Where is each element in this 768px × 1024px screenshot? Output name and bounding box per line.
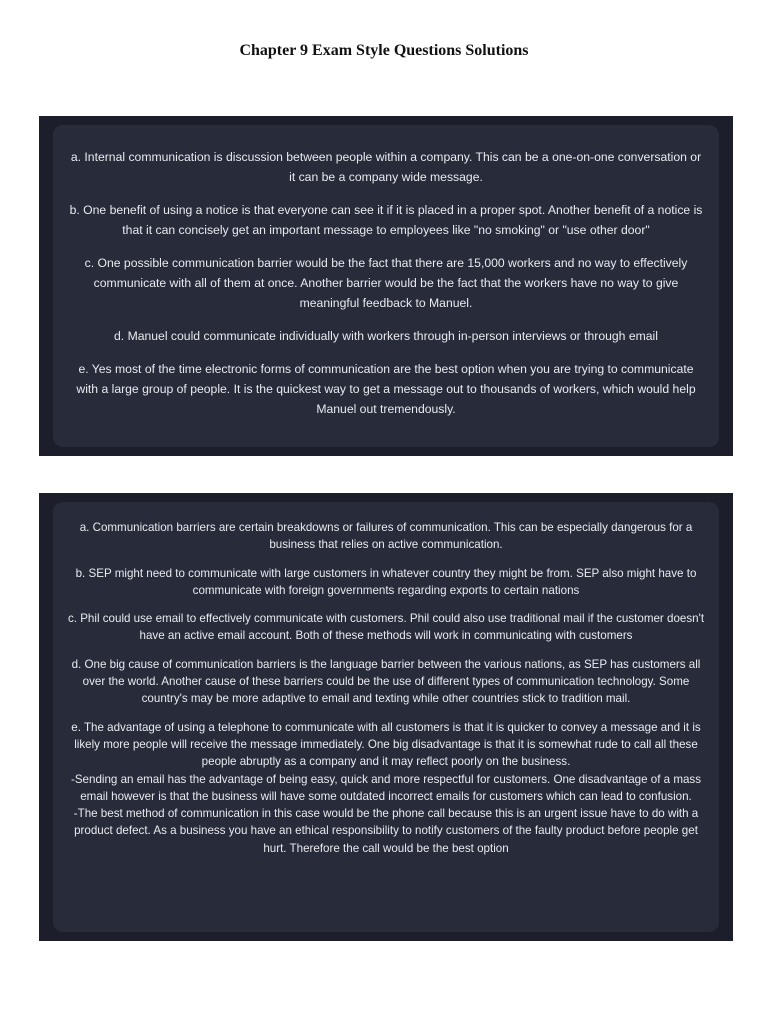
answer-1c: c. One possible communication barrier would be the fact that there are 15,000 workers and no way to effectively communicate with all of them at once. Another barrier would be the fact that the workers have no way to give meaningful feedback to Manuel. [84,256,688,310]
answer-1a: a. Internal communication is discussion between people within a company. This can be a one-on-one conversation or it can be a company wide message. [70,150,702,184]
answer-panel-1 [39,116,733,456]
answer-2c: c. Phil could use email to effectively communicate with customers. Phil could also use traditional mail if the customer doesn't have an active email account. Both of these methods will work in communicating with customers [67,612,705,643]
answer-2b: b. SEP might need to communicate with large customers in whatever country they might be from. SEP also might have to communicate with foreign governments regarding exports to certain nations [75,566,697,597]
answer-card-2 [53,502,719,932]
answer-2e-best-method: -The best method of communication in this case would be the phone call because this is an urgent issue have to do with a product defect. As a business you have an ethical responsibility to notify customers of the faulty product before people get hurt. Therefore the call would be the best option [73,807,699,855]
answer-2a: a. Communication barriers are certain breakdowns or failures of communication. This can be especially dangerous for a business that relies on active communication. [79,521,693,552]
answer-1b: b. One benefit of using a notice is that everyone can see it if it is placed in a proper spot. Another benefit of a notice is that it can concisely get an important message to employees like "no smoking" or "use other door" [69,203,703,237]
answer-2d: d. One big cause of communication barriers is the language barrier between the various nations, as SEP has customers all over the world. Another cause of these barriers could be the use of different types of communication technology. Some country's may be more adaptive to email and texting while other countries stick to tradition mail. [71,657,701,706]
answer-2e-email: -Sending an email has the advantage of being easy, quick and more respectful for customers. One disadvantage of a mass email however is that the business will have some outdated incorrect emails for customers which can lead to confusion. [70,772,702,803]
answer-1e: e. Yes most of the time electronic forms of communication are the best option when you are trying to communicate with a large group of people. It is the quickest way to get a message out to thousands of workers, which would help Manuel out tremendously. [76,362,696,416]
answer-card-1 [53,125,719,447]
answer-1d: d. Manuel could communicate individually with workers through in-person interviews or through email [114,329,658,343]
answer-2e: e. The advantage of using a telephone to communicate with all customers is that it is quicker to convey a message and it is likely more people will receive the message immediately. One big disadvantage is that it is somewhat rude to call all these people abruptly as a company and it may reflect poorly on the business. [71,720,701,769]
page-title: Chapter 9 Exam Style Questions Solutions [239,42,529,59]
answer-panel-2 [39,493,733,941]
